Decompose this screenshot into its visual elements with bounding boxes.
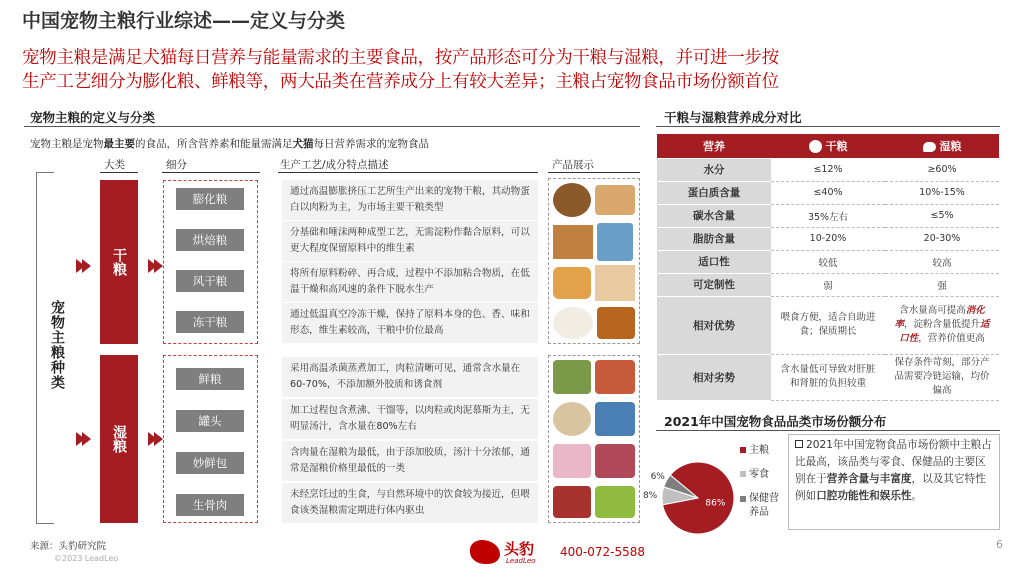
market-share-pie-chart xyxy=(642,436,740,546)
row-label: 适口性 xyxy=(657,250,771,273)
subtitle-line-1: 宠物主粮是满足犬猫每日营养与能量需求的主要食品，按产品形态可分为干粮与湿粮，并可进一步按 xyxy=(22,48,779,68)
dry-product-images xyxy=(548,178,640,344)
col-sub-underline xyxy=(162,172,260,173)
table-header-wet: 湿粮 xyxy=(885,134,999,158)
divider xyxy=(656,126,1000,127)
root-label: 宠物主粮种类 xyxy=(44,300,66,390)
col-major-underline xyxy=(100,172,138,173)
can-image xyxy=(595,402,635,436)
pie-label-0: 86% xyxy=(705,498,726,509)
can-image xyxy=(553,402,591,436)
desc-freeze-dried: 通过低温真空冷冻干燥，保持了原料本身的色、香、味和形态，维生素较高，干粮中价位最高 xyxy=(282,303,538,343)
row-label: 碳水含量 xyxy=(657,204,771,227)
nutrition-table xyxy=(657,134,999,401)
subcategory-baked: 烘焙粮 xyxy=(176,229,244,251)
dry-value: 35%左右 xyxy=(771,204,885,227)
divider xyxy=(656,430,1000,431)
wet-value: ≥60% xyxy=(885,158,999,181)
pouch-image xyxy=(595,444,635,478)
subcategory-fresh: 鲜粮 xyxy=(176,368,244,390)
wet-value: ≤5% xyxy=(885,204,999,227)
legend-item: 零食 xyxy=(740,468,784,482)
divider xyxy=(24,126,640,127)
arrow-icon xyxy=(82,259,91,273)
arrow-icon xyxy=(154,259,163,273)
subcategory-pouch: 妙鲜包 xyxy=(176,452,244,474)
subcategory-raw: 生骨肉 xyxy=(176,494,244,516)
kibble-image xyxy=(553,183,591,217)
logo-subtext: LeadLeo xyxy=(506,557,536,565)
desc-air-dried: 将所有原料粉碎、再合成，过程中不添加粘合物质，在低温干燥和高风速的条件下脱水生产 xyxy=(282,262,538,302)
drumstick-icon xyxy=(923,142,936,152)
desc-canned: 加工过程包含煮沸、干馏等，以肉粒或肉泥慕斯为主，无明显汤汁，含水量在80%左右 xyxy=(282,399,538,439)
dry-value: 较低 xyxy=(771,250,885,273)
desc-puffed: 通过高温膨胀挤压工艺所生产出来的宠物干粮，其动物蛋白以肉粉为主，为市场主要干粮类型 xyxy=(282,180,538,220)
wet-advantage: 含水量高可提高消化率，淀粉含量低提升适口性，营养价值更高 xyxy=(885,296,999,354)
category-wet: 湿粮 xyxy=(100,355,138,523)
row-label: 相对劣势 xyxy=(657,354,771,400)
col-major-header: 大类 xyxy=(104,159,125,171)
pie-label-2: 6% xyxy=(650,471,665,482)
row-label: 脂肪含量 xyxy=(657,227,771,250)
legend-item: 保健营养品 xyxy=(740,492,784,520)
copyright: ©2023 LeadLeo xyxy=(54,554,119,563)
phone-number: 400-072-5588 xyxy=(560,545,646,559)
col-img-header: 产品展示 xyxy=(552,159,594,171)
market-note: 2021年中国宠物食品市场份额中主粮占比最高，该品类与零食、保健品的主要区别在于营养含量与丰富度，以及其它特性例如口腔功能性和娱乐性。 xyxy=(788,434,1000,530)
definition-text: 宠物主粮是宠物最主要的食品，所含营养素和能量需满足犬猫每日营养需求的宠物食品 xyxy=(30,138,429,150)
col-desc-underline xyxy=(278,172,538,173)
dry-value: ≤40% xyxy=(771,181,885,204)
raw-meat-image xyxy=(553,486,591,518)
air-dried-image xyxy=(553,267,591,299)
row-label: 蛋白质含量 xyxy=(657,181,771,204)
legend-swatch xyxy=(740,496,746,502)
subcategory-puffed: 膨化粮 xyxy=(176,188,244,210)
dry-advantage: 喂食方便，适合自助进食；保质期长 xyxy=(771,296,885,354)
pie-label-1: 8% xyxy=(642,491,658,502)
legend-swatch xyxy=(740,471,746,477)
air-dried-image xyxy=(595,265,635,301)
pouch-image xyxy=(553,444,591,478)
row-label: 相对优势 xyxy=(657,296,771,354)
page-number: 6 xyxy=(996,538,1003,551)
wet-product-images xyxy=(548,355,640,523)
dry-value: 弱 xyxy=(771,273,885,296)
desc-pouch: 含肉量在湿粮为最低，由于添加胶质，汤汁十分浓郁，通常是湿粮价格里最低的一类 xyxy=(282,441,538,481)
desc-raw: 未经烹饪过的生食，与自然环境中的饮食较为接近，但喂食该类湿粮需定期进行体内驱虫 xyxy=(282,483,538,523)
right-section-heading: 干粮与湿粮营养成分对比 xyxy=(664,110,802,125)
kibble-image xyxy=(595,185,635,215)
dry-value: 10-20% xyxy=(771,227,885,250)
arrow-icon xyxy=(82,432,91,446)
source-note: 来源：头豹研究院 xyxy=(30,541,107,552)
legend-item: 主粮 xyxy=(740,444,784,458)
raw-meat-image xyxy=(595,486,635,518)
dry-value: ≤12% xyxy=(771,158,885,181)
logo-text: 头豹 xyxy=(504,540,535,558)
legend-swatch xyxy=(740,447,746,453)
baked-bag-image xyxy=(597,223,633,261)
checkbox-icon xyxy=(795,440,803,448)
wet-value: 10%-15% xyxy=(885,181,999,204)
col-img-underline xyxy=(548,172,640,173)
col-desc-header: 生产工艺/成分特点描述 xyxy=(280,159,389,171)
dry-disadvantage: 含水量低可导致对肝脏和肾脏的负担较重 xyxy=(771,354,885,400)
fresh-food-image xyxy=(595,360,635,394)
subcategory-air-dried: 风干粮 xyxy=(176,270,244,292)
page-title: 中国宠物主粮行业综述——定义与分类 xyxy=(22,10,346,32)
subtitle-line-2: 生产工艺细分为膨化粮、鲜粮等，两大品类在营养成分上有较大差异；主粮占宠物食品市场份额首位 xyxy=(22,72,779,92)
wet-disadvantage: 保存条件苛刻，部分产品需要冷链运输，均价偏高 xyxy=(885,354,999,400)
subcategory-freeze-dried: 冻干粮 xyxy=(176,311,244,333)
fresh-food-image xyxy=(553,360,591,394)
freeze-dried-image xyxy=(597,307,635,339)
bowl-icon xyxy=(809,140,822,153)
pie-legend xyxy=(740,444,784,520)
row-label: 水分 xyxy=(657,158,771,181)
table-header-dry: 干粮 xyxy=(771,134,885,158)
desc-baked: 分基础和唾沫两种成型工艺，无需淀粉作黏合原料，可以更大程度保留原料中的维生素 xyxy=(282,221,538,261)
wet-value: 较高 xyxy=(885,250,999,273)
subcategory-canned: 罐头 xyxy=(176,410,244,432)
category-dry: 干粮 xyxy=(100,180,138,344)
market-heading: 2021年中国宠物食品品类市场份额分布 xyxy=(664,414,887,429)
wet-value: 20-30% xyxy=(885,227,999,250)
left-section-heading: 宠物主粮的定义与分类 xyxy=(30,110,156,125)
arrow-icon xyxy=(154,432,163,446)
leopard-logo-icon xyxy=(470,540,500,564)
row-label: 可定制性 xyxy=(657,273,771,296)
freeze-dried-image xyxy=(553,307,593,339)
col-sub-header: 细分 xyxy=(166,159,187,171)
table-header-nutrition: 营养 xyxy=(657,134,771,158)
wet-value: 强 xyxy=(885,273,999,296)
baked-food-image xyxy=(553,225,593,259)
desc-fresh: 采用高温杀菌蒸煮加工，肉粒清晰可见，通常含水量在60-70%，不添加额外胶质和诱食剂 xyxy=(282,357,538,397)
